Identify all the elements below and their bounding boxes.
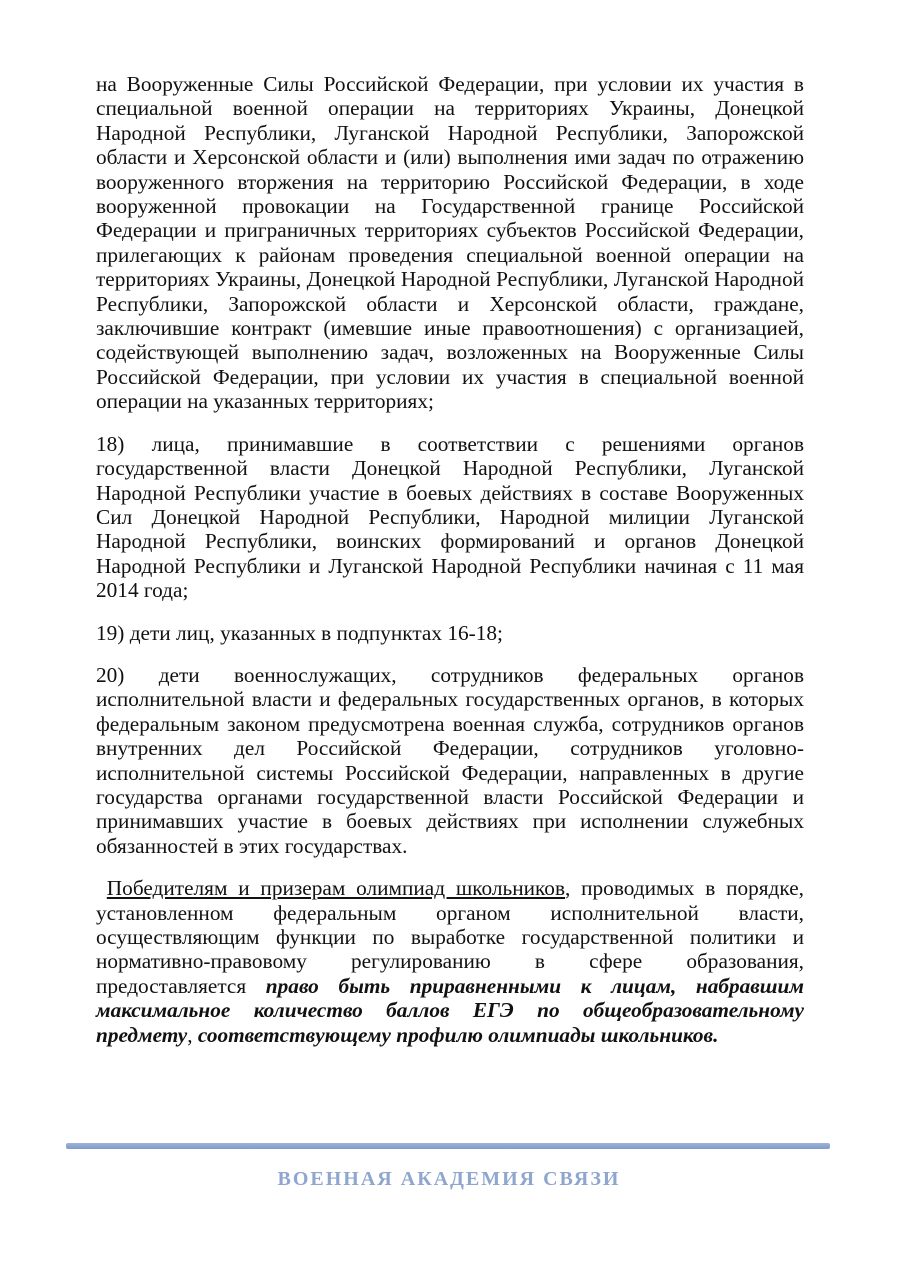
olympiad-link-text: Победителям и призерам олимпиад школьников [106,876,565,901]
list-item-18: 18) лица, принимавшие в соответствии с решениями органов государственной власти Донецкой Народной Республики, Луганской Народной Республики участие в боевых действиях в составе Вооруженных Сил Донецкой Народной Республики, Народной милиции Луганской Народной Республики, воинских формирований и органов Донецкой Народной Республики и Луганской Народной Республики начиная с 11 мая 2014 года; [96,431,804,603]
olympiad-text-1: , проводимых в порядке, установленном федеральным органом исполнительной власти, осуществляющим функции по выработке государственной политики и нормативно-правовому регулированию в сфере образования, предоставляется [96,876,804,998]
document-body [96,72,804,1047]
footer-divider [66,1143,830,1149]
olympiad-comma: , [187,1022,198,1047]
olympiad-bold-1: право быть приравненными к лицам, набравшим максимальное количество баллов ЕГЭ по общеобразовательному предмету [96,973,804,1047]
footer-title: ВОЕННАЯ АКАДЕМИЯ СВЯЗИ [277,1168,621,1190]
paragraph-olympiad [96,876,804,1047]
olympiad-bold-2: соответствующему профилю олимпиады школьников [197,1022,714,1047]
paragraph-continued: на Вооруженные Силы Российской Федерации, при условии их участия в специальной военной операции на территориях Украины, Донецкой Народной Республики, Луганской Народной Республики, Запорожской области и Херсонской области и (или) выполнения ими задач по отражению вооруженного вторжения на территорию Российской Федерации, в ходе вооруженной провокации на Государственной границе Российской Федерации и приграничных территориях субъектов Российской Федерации, прилегающих к районам проведения специальной военной операции на территориях Украины, Донецкой Народной Республики, Луганской Народной Республики, Запорожской области и Херсонской области, граждане, заключившие контракт (имевшие иные правоотношения) с организацией, содействующей выполнению задач, возложенных на Вооруженные Силы Российской Федерации, при условии их участия в специальной военной операции на указанных территориях; [96,72,804,414]
list-item-19: 19) дети лиц, указанных в подпунктах 16-18; [96,620,503,645]
list-item-20: 20) дети военнослужащих, сотрудников федеральных органов исполнительной власти и федеральных государственных органов, в которых федеральным законом предусмотрена военная служба, сотрудников органов внутренних дел Российской Федерации, сотрудников уголовно-исполнительной системы Российской Федерации, направленных в другие государства органами государственной власти Российской Федерации и принимавших участие в боевых действиях при исполнении служебных обязанностей в этих государствах. [96,662,804,858]
olympiad-end: . [713,1022,719,1047]
